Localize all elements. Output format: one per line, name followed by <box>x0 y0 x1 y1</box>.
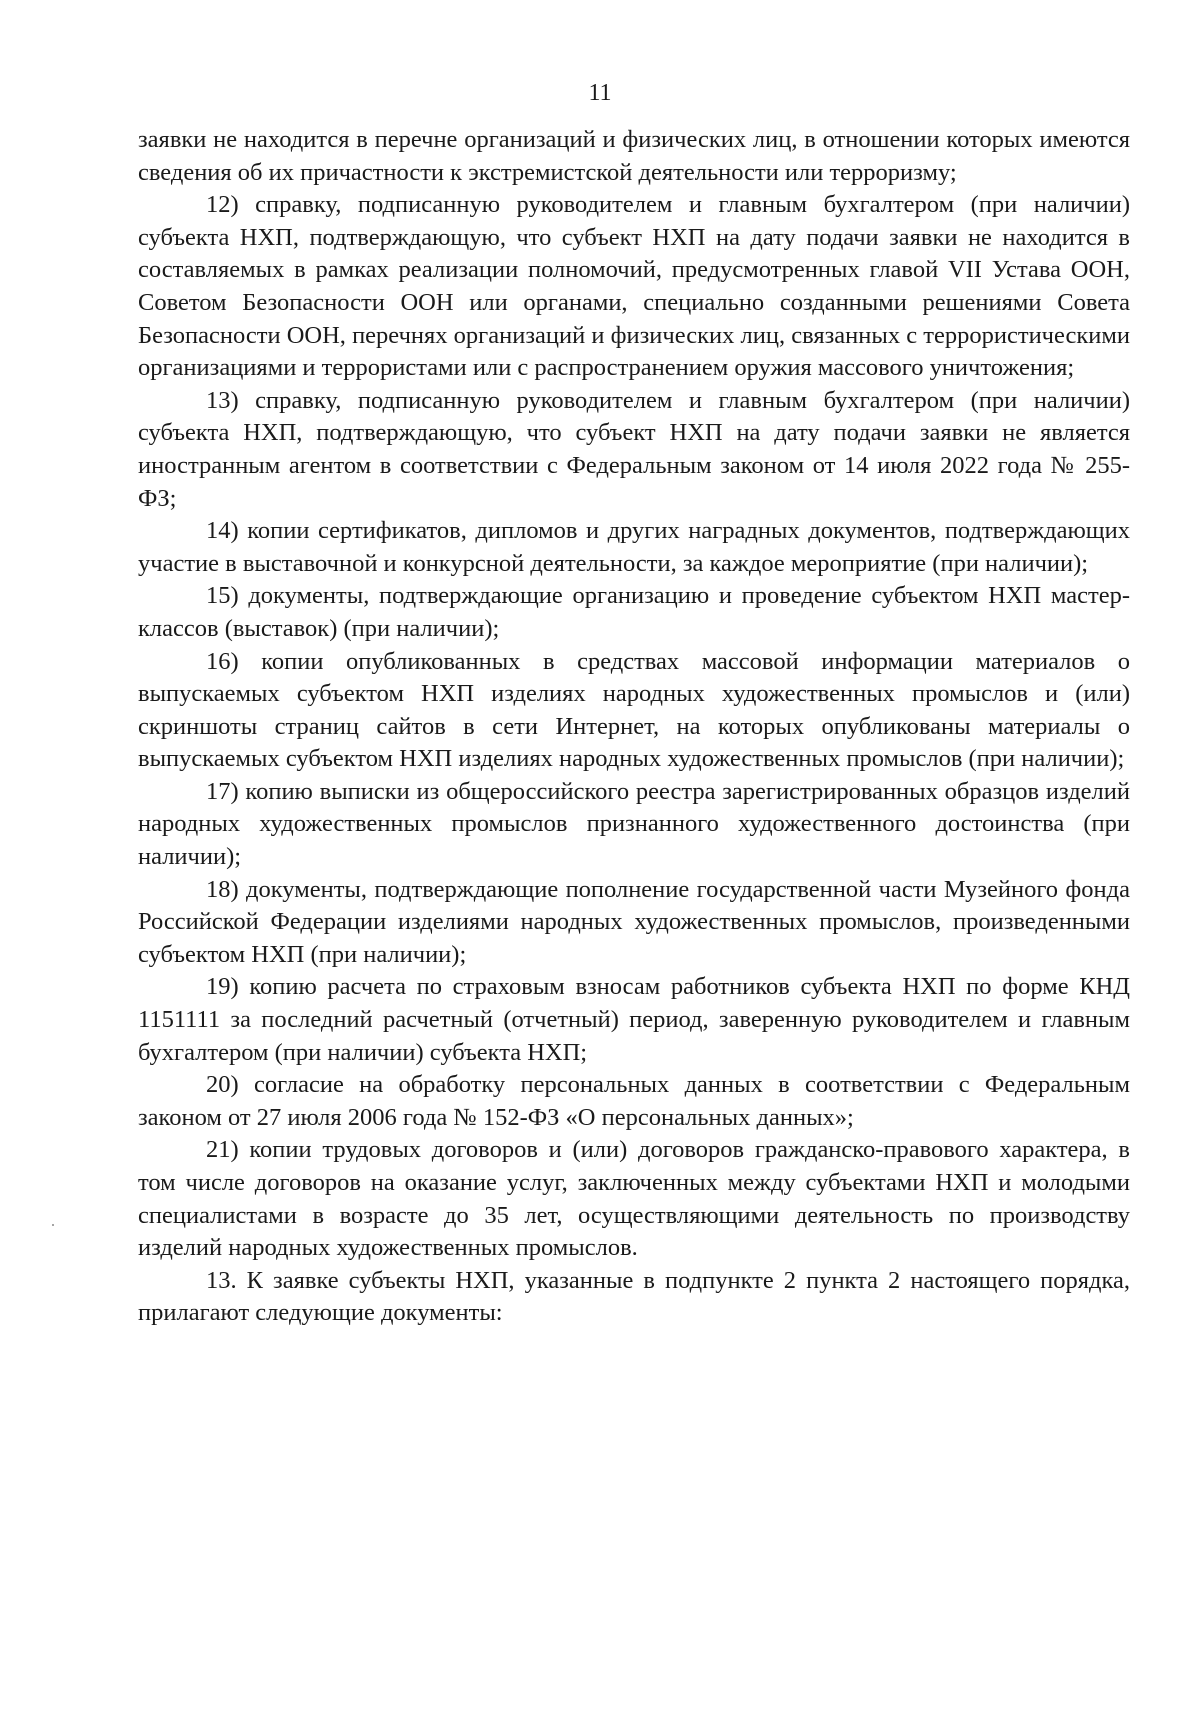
paragraph-item-13: 13) справку, подписанную руководителем и главным бухгалтером (при наличии) субъекта НХП, подтверждающую, что субъект НХП на дату подачи заявки не является иностранным агентом в соответствии с Федеральным законом от 14 июля 2022 года № 255-ФЗ; <box>138 386 1130 512</box>
paragraph-item-12: 12) справку, подписанную руководителем и главным бухгалтером (при наличии) субъекта НХП, подтверждающую, что субъект НХП на дату подачи заявки не находится в составляемых в рамках реализации полномочий, предусмотренных главой VII Устава ООН, Советом Безопасности ООН или органами, специально созданными решениями Совета Безопасности ООН, перечнях организаций и физических лиц, связанных с террористическими организациями и террористами или с распространением оружия массового уничтожения; <box>138 191 1130 382</box>
paragraph-continuation: заявки не находится в перечне организаций и физических лиц, в отношении которых имеются сведения об их причастности к экстремистской деятельности или терроризму; <box>138 126 1130 186</box>
paragraph-item-15: 15) документы, подтверждающие организацию и проведение субъектом НХП мастер-классов (выставок) (при наличии); <box>138 582 1130 642</box>
paragraph-item-18: 18) документы, подтверждающие пополнение государственной части Музейного фонда Российской Федерации изделиями народных художественных промыслов, произведенными субъектом НХП (при наличии); <box>138 875 1130 968</box>
paragraph-item-19: 19) копию расчета по страховым взносам работников субъекта НХП по форме КНД 1151111 за последний расчетный (отчетный) период, заверенную руководителем и главным бухгалтером (при наличии) субъекта НХП; <box>138 973 1130 1066</box>
paragraph-item-21: 21) копии трудовых договоров и (или) договоров гражданско-правового характера, в том числе договоров на оказание услуг, заключенных между субъектами НХП и молодыми специалистами в возрасте до 35 лет, осуществляющими деятельность по производству изделий народных художественных промыслов. <box>138 1136 1130 1262</box>
paragraph-item-14: 14) копии сертификатов, дипломов и других наградных документов, подтверждающих участие в выставочной и конкурсной деятельности, за каждое мероприятие (при наличии); <box>138 517 1130 577</box>
paragraph-item-17: 17) копию выписки из общероссийского реестра зарегистрированных образцов изделий народных художественных промыслов признанного художественного достоинства (при наличии); <box>138 777 1130 871</box>
page-number: 11 <box>588 80 612 106</box>
paragraph-item-20: 20) согласие на обработку персональных данных в соответствии с Федеральным законом от 27 июля 2006 года № 152-ФЗ «О персональных данных»; <box>138 1071 1130 1131</box>
paragraph-item-16: 16) копии опубликованных в средствах массовой информации материалов о выпускаемых субъектом НХП изделиях народных художественных промыслов и (или) скриншоты страниц сайтов в сети Интернет, на которых опубликованы материалы о выпускаемых субъектом НХП изделиях народных художественных промыслов (при наличии); <box>138 647 1130 773</box>
scan-speck <box>52 1224 54 1226</box>
document-body <box>138 124 1130 1330</box>
paragraph-section-13: 13. К заявке субъекты НХП, указанные в подпункте 2 пункта 2 настоящего порядка, прилагают следующие документы: <box>138 1266 1130 1327</box>
